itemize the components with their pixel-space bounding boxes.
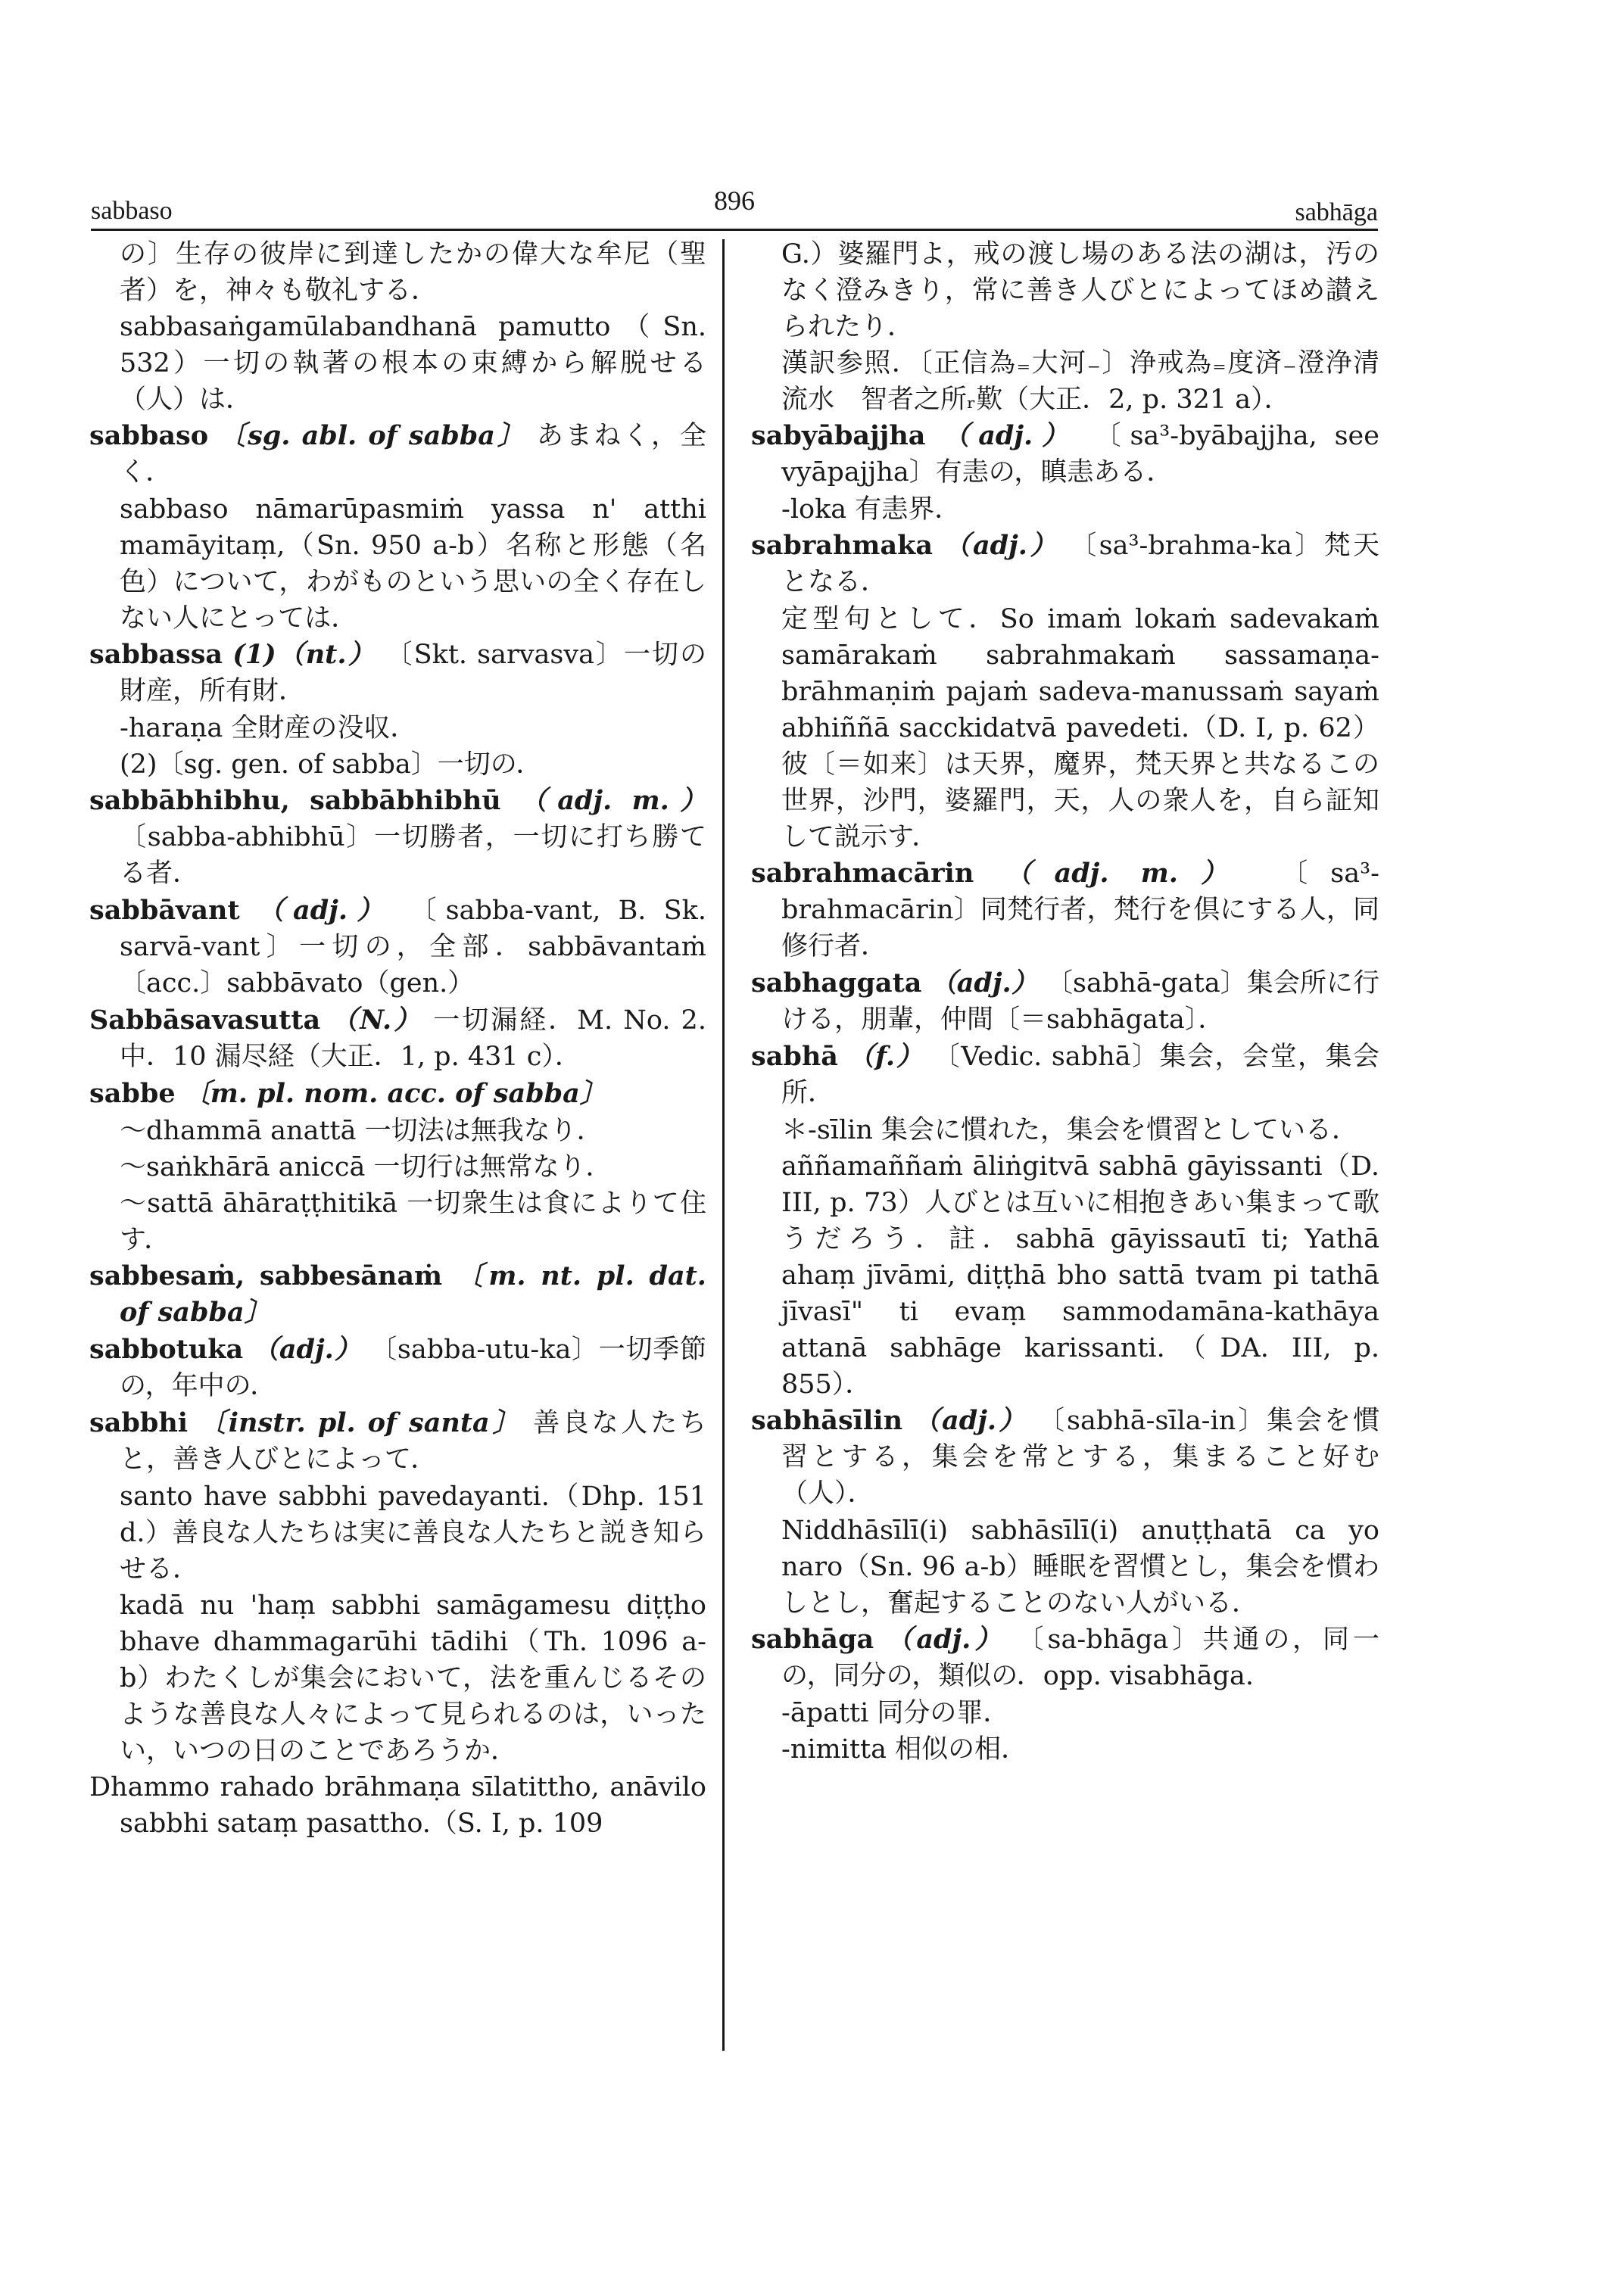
definition-text: 〔sa³-brahmacārin〕同梵行者，梵行を倶にする人，同修行者． (781, 858, 1379, 961)
grammar-note: （adj.） (257, 895, 393, 926)
headword: Sabbāsavasutta (89, 1005, 321, 1036)
headword: sabbe (89, 1078, 176, 1109)
definition-text: 〔sabba-abhibhū〕一切勝者，一切に打ち勝てる者． (120, 822, 706, 889)
continued-text: の〕生存の彼岸に到達したかの偉大な牟尼（聖者）を，神々も敬礼する． (120, 239, 706, 306)
example-text: -loka 有恚界． (781, 494, 962, 525)
dictionary-entry (751, 418, 1379, 491)
dictionary-entry (751, 1039, 1379, 1111)
dictionary-entry (89, 1002, 706, 1075)
header-rule (91, 229, 1378, 231)
grammar-note: （adj. m.） (1005, 858, 1251, 889)
grammar-note: 〔instr. pl. of santa〕 (198, 1407, 522, 1438)
example-text: Niddhāsīlī(i) sabhāsīlī(i) anuṭṭhatā ca yo naro（Sn. 96 a-b）睡眠を習慣とし，集会を慣わしとし，奮起することのない人がいる． (781, 1516, 1379, 1618)
dictionary-entry (89, 1405, 706, 1478)
grammar-note: （adj.） (943, 420, 1077, 451)
headword: sabbotuka (89, 1334, 244, 1365)
left-column (89, 236, 706, 1843)
example-text: -āpatti 同分の罪． (781, 1698, 1010, 1728)
headword: sabbaso (89, 420, 209, 451)
definition-text: 〔sa³-byābajjha, see vyāpajjha〕有恚の，瞋恚ある． (781, 421, 1379, 488)
definition-text: 〔sa³-brahma-ka〕梵天となる． (781, 531, 1379, 597)
example-text: (2)〔sg. gen. of sabba〕一切の． (120, 749, 543, 780)
right-column (751, 236, 1379, 1768)
definition-text: 〔Skt. sarvasva〕一切の財産，所有財． (120, 640, 706, 706)
example-text: aññamaññaṁ āliṅgitvā sabhā gāyissanti（D. III, p. 73）人びとは互いに相抱きあい集まって歌うだろう．註．sabhā gāyissautī ti; Yathā ahaṃ jīvāmi, diṭṭhā bho sattā tvam pi tathā jīvasī" ti evaṃ sammodamāna-kathāya attanā sabhāge karissanti.（DA. III, p. 855）． (781, 1151, 1379, 1400)
dictionary-entry (751, 965, 1379, 1038)
column-divider (722, 239, 725, 2051)
example-text: -haraṇa 全財産の没収． (120, 713, 417, 743)
headword: sabbassa (89, 639, 223, 670)
dictionary-entry (89, 1076, 706, 1112)
grammar-note: （adj.） (930, 967, 1038, 999)
headword: sabbābhibhu, sabbābhibhū (89, 785, 501, 816)
page-number: 896 (714, 185, 755, 216)
dictionary-entry (89, 418, 706, 491)
definition-text: 〔sabhā-gata〕集会所に行ける，朋輩，仲間〔＝sabhāgata〕． (781, 968, 1380, 1035)
grammar-note: （adj.） (252, 1334, 362, 1365)
dictionary-entry (751, 528, 1379, 600)
example-text: sabbasaṅgamūlabandhanā pamutto（Sn. 532）一切の執著の根本の束縛から解脱せる（人）は． (120, 312, 706, 415)
definition-text: 〔sabba-vant, B. Sk. sarvā-vant〕一切の，全部．sabbāvantaṁ〔acc.〕sabbāvato（gen.） (120, 896, 706, 999)
grammar-note: 〔m. pl. nom. acc. of sabba〕 (183, 1078, 606, 1109)
headword: sabhā (751, 1041, 838, 1072)
definition-text: 善良な人たちと，善き人びとによって． (120, 1408, 706, 1475)
example-text: santo have sabbhi pavedayanti.（Dhp. 151 d.）善良な人たちは実に善良な人たちと説き知らせる． (120, 1481, 706, 1584)
dictionary-entry (89, 1258, 706, 1331)
example-text: -nimitta 相似の相． (781, 1734, 1028, 1765)
example-text: ～saṅkhārā aniccā 一切行は無常なり． (120, 1152, 613, 1182)
headword: sabrahmaka (751, 530, 934, 561)
running-head (91, 185, 1378, 227)
grammar-note: 〔m. nt. pl. dat. of sabba〕 (120, 1260, 706, 1328)
grammar-note: （adj.） (943, 530, 1059, 561)
grammar-note: 〔sg. abl. of sabba〕 (219, 420, 526, 451)
definition-text: 〔Vedic. sabhā〕集会，会堂，集会所． (781, 1042, 1379, 1108)
headword: sabhāga (751, 1624, 874, 1655)
dictionary-entry (89, 783, 706, 892)
definition-text: 〔sabhā-sīla-in〕集会を慣習とする，集会を常とする，集まること好む（人）． (781, 1406, 1379, 1509)
headword: sabhaggata (751, 967, 922, 999)
example-text: kadā nu 'haṃ sabbhi samāgamesu diṭṭho bhave dhammagarūhi tādihi（Th. 1096 a-b）わたくしが集会において，法を重んじるそのような善良な人々によって見られるのは，いったい，いつの日のことであろうか． (120, 1590, 706, 1766)
dictionary-entry (89, 637, 706, 709)
definition-text: 〔sa-bhāga〕共通の，同一の，同分の，類似の．opp. visabhāga. (781, 1625, 1379, 1691)
headword: sabhāsīlin (751, 1405, 903, 1436)
example-text: ＊-sīlin 集会に慣れた，集会を慣習としている． (781, 1115, 1359, 1145)
dictionary-entry (751, 855, 1379, 964)
dictionary-entry (89, 893, 706, 1002)
grammar-note: （adj.） (913, 1405, 1027, 1436)
headword: sabrahmacārin (751, 858, 974, 889)
example-text: 漢訳参照．〔正信為₌大河₋〕浄戒為₌度済₋澄浄清流水 智者之所ᵣ歎（大正．2, p. 321 a）． (781, 348, 1379, 415)
grammar-note: （f.） (847, 1041, 924, 1072)
headword: sabbhi (89, 1407, 189, 1438)
example-text: G.）婆羅門よ，戒の渡し場のある法の湖は，汚のなく澄みきり，常に善き人びとによってほめ讃えられたり． (781, 239, 1379, 342)
grammar-note: （N.） (331, 1005, 423, 1036)
example-text: ～sattā āhāraṭṭhitikā 一切衆生は食によりて住す． (120, 1189, 706, 1255)
definition-text: あまねく，全く． (120, 421, 706, 488)
dictionary-entry (751, 1403, 1379, 1512)
example-text: ～dhammā anattā 一切法は無我なり． (120, 1116, 603, 1146)
grammar-note: （adj.） (886, 1624, 1005, 1655)
example-text: 定型句として．So imaṁ lokaṁ sadevakaṁ samārakaṁ sabrahmakaṁ sassamaṇa-brāhmaṇiṁ pajaṁ sadeva-manussaṁ sayaṁ abhiññā sacckidatvā pavedeti.（D. I, p. 62）彼〔＝如来〕は天界，魔界，梵天界と共なるこの世界，沙門，婆羅門，天，人の衆人を，自ら証知して説示す． (781, 604, 1379, 852)
dictionary-entry (751, 1622, 1379, 1694)
dictionary-entry (89, 1332, 706, 1404)
headword: sabyābajjha (751, 420, 926, 451)
guide-word-left: sabbaso (91, 197, 173, 225)
grammar-note: (1)（nt.） (232, 639, 376, 670)
citation-text: Dhammo rahado brāhmaṇa sīlatittho, anāvilo sabbhi sataṃ pasattho.（S. I, p. 109 (89, 1772, 706, 1839)
example-text: sabbaso nāmarūpasmiṁ yassa n' atthi mamāyitaṃ,（Sn. 950 a-b）名称と形態（名色）について，わがものという思いの全く存在しない人にとっては． (120, 494, 706, 634)
guide-word-right: sabhāga (1295, 198, 1378, 226)
headword: sabbāvant (89, 895, 240, 926)
definition-text: 〔sabba-utu-ka〕一切季節の，年中の． (120, 1335, 706, 1401)
grammar-note: （adj. m.） (520, 785, 706, 816)
headword: sabbesaṁ, sabbesānaṁ (89, 1260, 443, 1291)
definition-text: 一切漏経．M. No. 2. 中．10 漏尽経（大正．1, p. 431 c）． (120, 1005, 706, 1072)
